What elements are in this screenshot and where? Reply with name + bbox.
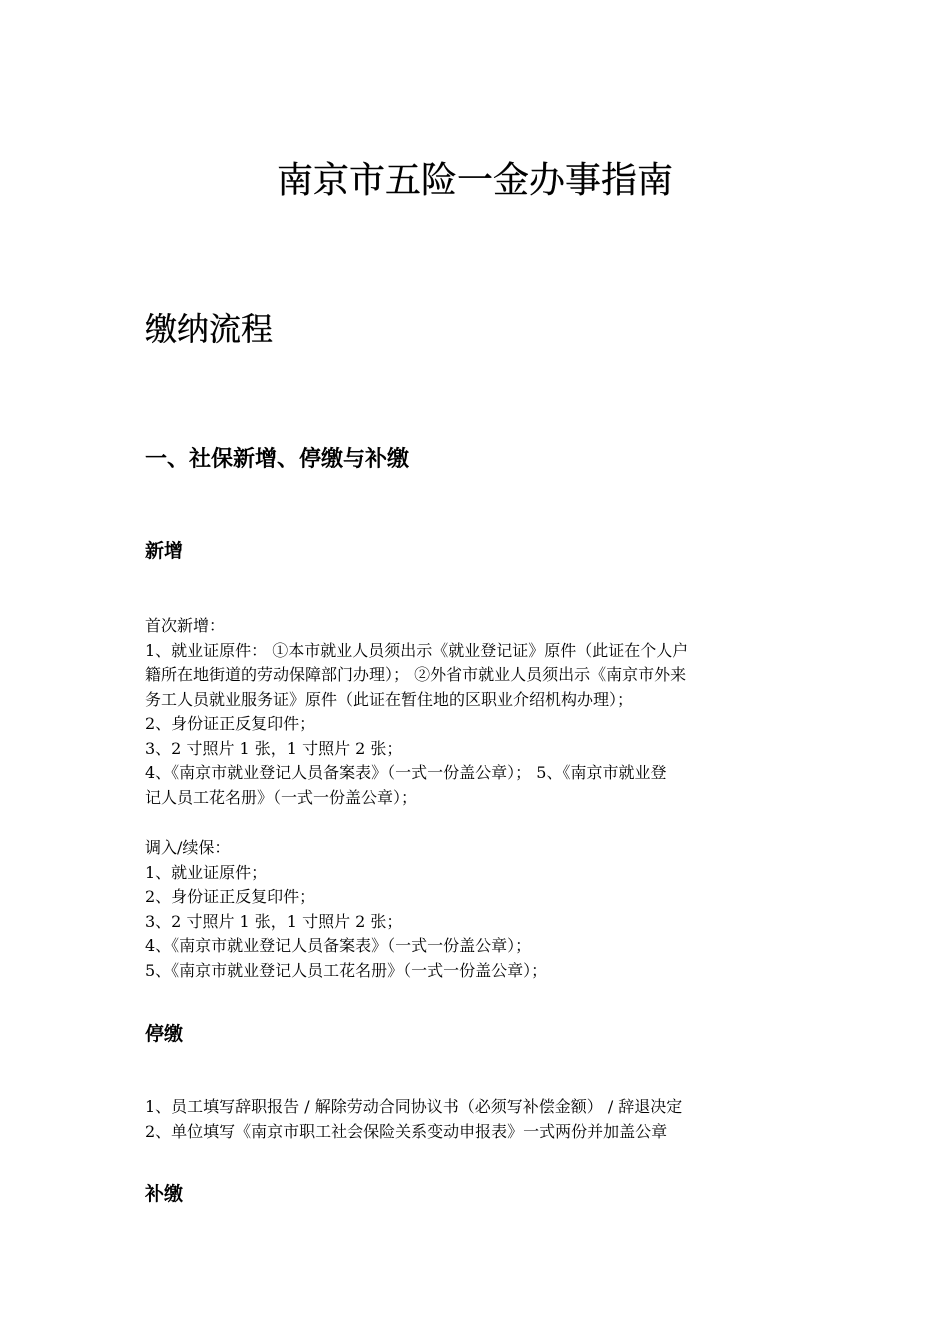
- document-title: 南京市五险一金办事指南: [276, 160, 673, 201]
- section-heading-social-insurance: 一、社保新增、停缴与补缴: [145, 446, 410, 472]
- first-add-label: 首次新增：: [145, 616, 226, 635]
- stop-payment-line: 2、单位填写《南京市职工社会保险关系变动申报表》一式两份并加盖公章: [145, 1121, 668, 1141]
- first-add-line: 2、身份证正反复印件；: [145, 714, 316, 733]
- stop-payment-line: 1、员工填写辞职报告 / 解除劳动合同协议书（必须写补偿金额） / 辞退决定: [145, 1097, 683, 1116]
- stop-payment-block: [145, 1095, 815, 1144]
- first-add-block: [145, 614, 815, 810]
- first-add-line: 务工人员就业服务证》原件（此证在暂住地的区职业介绍机构办理）；: [145, 689, 634, 709]
- transfer-line: 3、2 寸照片 1 张，1 寸照片 2 张；: [145, 911, 403, 931]
- transfer-block: [145, 836, 815, 983]
- transfer-label: 调入/续保：: [145, 838, 231, 857]
- heading-payment-process: 缴纳流程: [145, 310, 274, 348]
- transfer-line: 2、身份证正反复印件；: [145, 887, 316, 906]
- transfer-line: 1、就业证原件；: [145, 862, 268, 882]
- first-add-line: 1、就业证原件： ①本市就业人员须出示《就业登记证》原件（此证在个人户: [145, 640, 689, 660]
- first-add-line: 籍所在地街道的劳动保障部门办理）； ②外省市就业人员须出示《南京市外来: [145, 665, 687, 684]
- first-add-line: 3、2 寸照片 1 张，1 寸照片 2 张；: [145, 738, 403, 758]
- subheading-new-add: 新增: [145, 540, 184, 562]
- first-add-line: 4、《南京市就业登记人员备案表》（一式一份盖公章）； 5、《南京市就业登: [145, 763, 667, 782]
- subheading-back-payment: 补缴: [145, 1183, 184, 1205]
- transfer-line: 4、《南京市就业登记人员备案表》（一式一份盖公章）；: [145, 936, 532, 955]
- first-add-line: 记人员工花名册》（一式一份盖公章）；: [145, 787, 418, 807]
- transfer-line: 5、《南京市就业登记人员工花名册》（一式一份盖公章）；: [145, 960, 548, 980]
- subheading-stop-payment: 停缴: [145, 1023, 184, 1045]
